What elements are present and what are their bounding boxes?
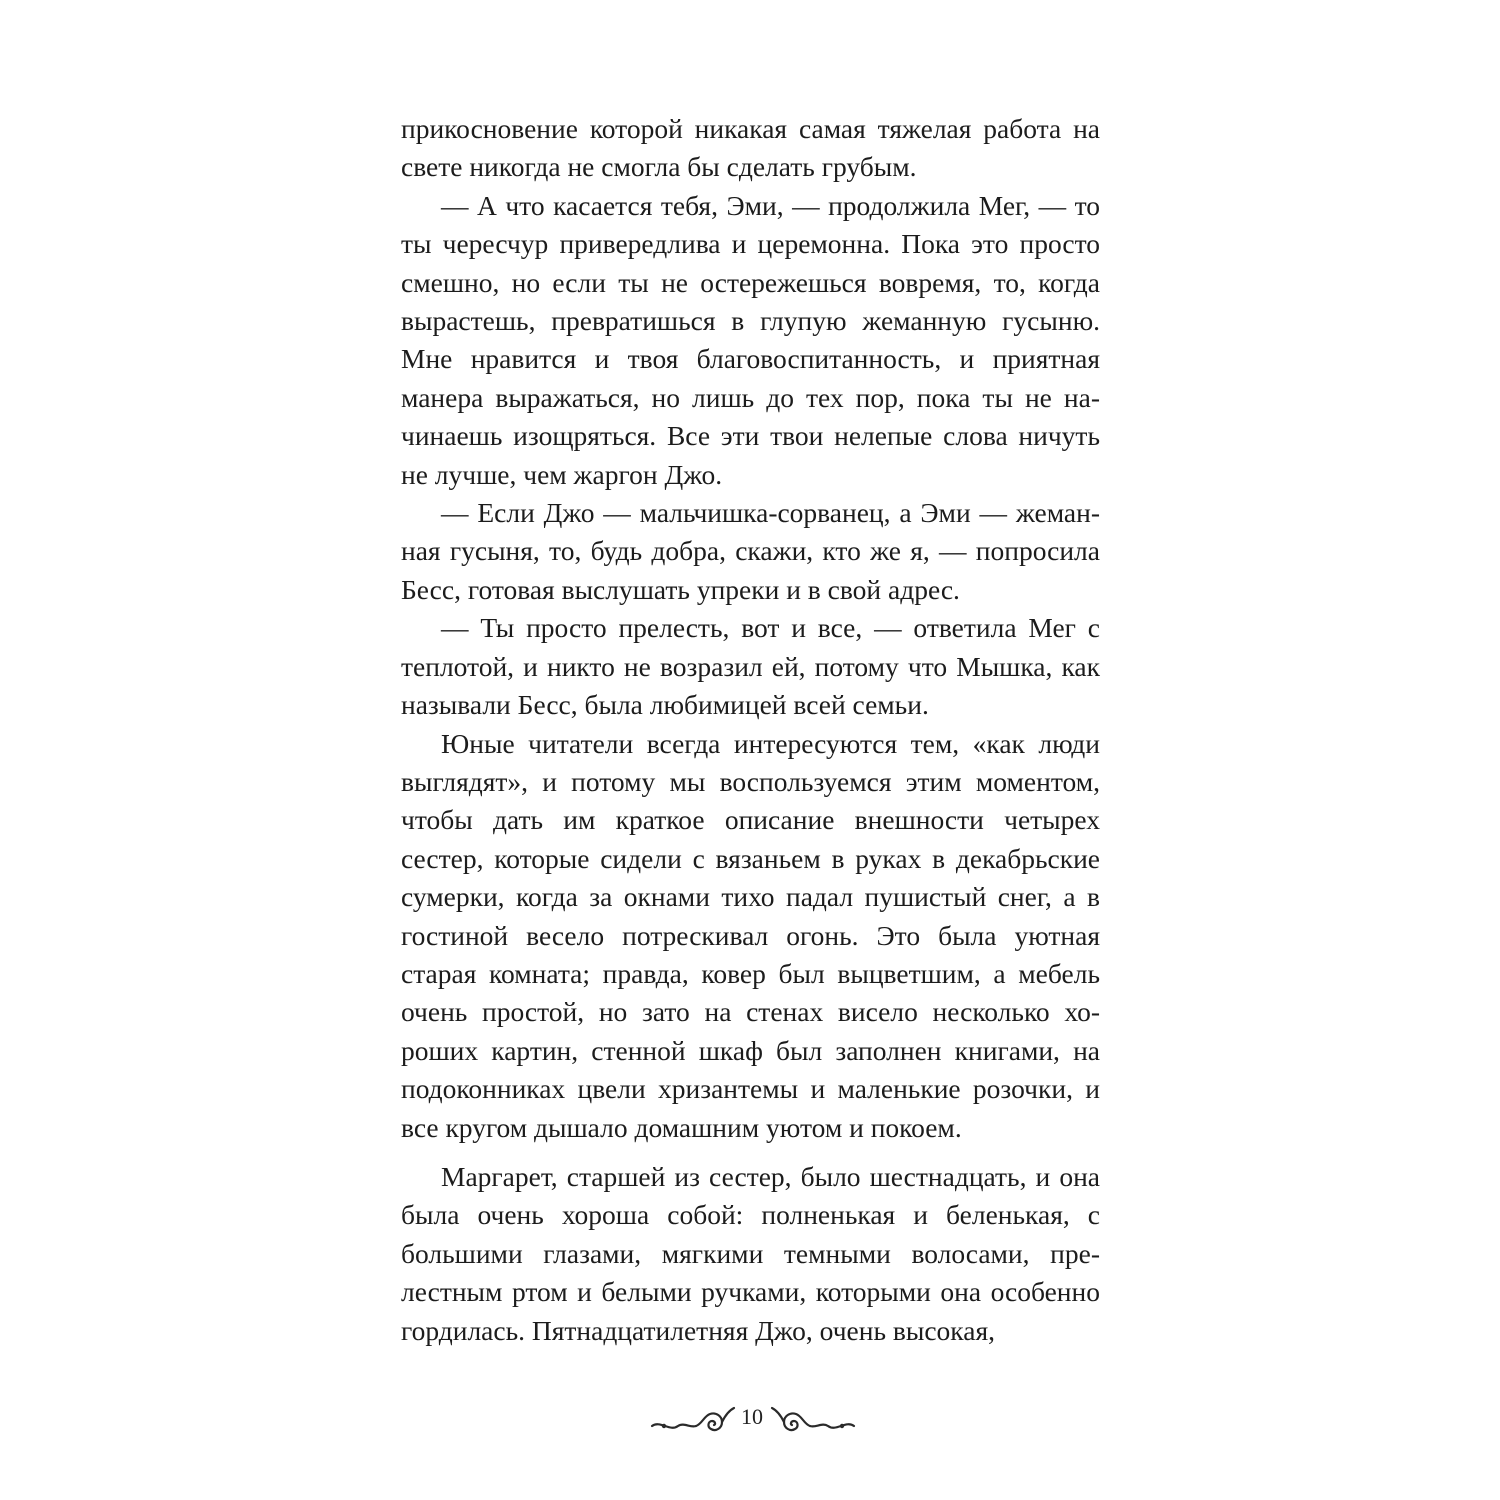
scroll-flourish-right-icon bbox=[770, 1402, 856, 1438]
page-number: 10 bbox=[741, 1404, 763, 1429]
paragraph-5: Юные читатели всегда интересуются тем, «как люди выглядят», и потому мы воспользуемся этим моментом, чтобы дать им краткое описание внешности четырех сестер, которые сидели с вязаньем в руках в декабрьские сумерки, когда за окнами тихо падал пушистый снег, а в гостиной весело потрескивал огонь. Это была уютная старая комната; правда, ковер был выцветшим, а мебель очень простой, но зато на стенах висело несколько хороших картин, стенной шкаф был заполнен книгами, на подоконниках цвели хризантемы и маленькие розочки, и все кругом дышало домашним уютом и покоем. bbox=[401, 727, 1100, 1143]
paragraph-6: Маргарет, старшей из сестер, было шестнадцать, и она была очень хороша собой: полненькая и беленькая, с большими глазами, мягкими темными волосами, прелестным ртом и белыми ручками, которыми она особенно гордилась. Пятнадцатилетняя Джо, очень высокая, bbox=[401, 1160, 1100, 1346]
paragraph-2: — А что касается тебя, Эми, — продолжила Мег, — то ты чересчур привередлива и церемонна. Пока это просто смешно, но если ты не остережешься вовремя, то, когда вырастешь, превратишься в глупую жеманную гусыню. Мне нравится и твоя благовоспитанность, и приятная манера выражаться, но лишь до тех пор, пока ты не начинаешь изощряться. Все эти твои нелепые слова ничуть не лучше, чем жаргон Джо. bbox=[401, 189, 1100, 490]
scroll-flourish-left-icon bbox=[650, 1402, 736, 1438]
paragraph-3: — Если Джо — мальчишка-сорванец, а Эми — жеманная гусыня, то, будь добра, скажи, кто же я, — попросила Бесс, готовая выслушать упреки и в свой адрес. bbox=[401, 497, 1100, 605]
paragraph-1: прикосновение которой никакая самая тяжелая работа на свете никогда не смогла бы сделать грубым. bbox=[401, 113, 1100, 183]
paragraph-4: — Ты просто прелесть, вот и все, — ответила Мег с теплотой, и никто не возразил ей, потому что Мышка, как называли Бесс, была любимицей всей семьи. bbox=[401, 612, 1100, 721]
page-footer bbox=[0, 1398, 1500, 1442]
page-body-text bbox=[401, 110, 1100, 1350]
